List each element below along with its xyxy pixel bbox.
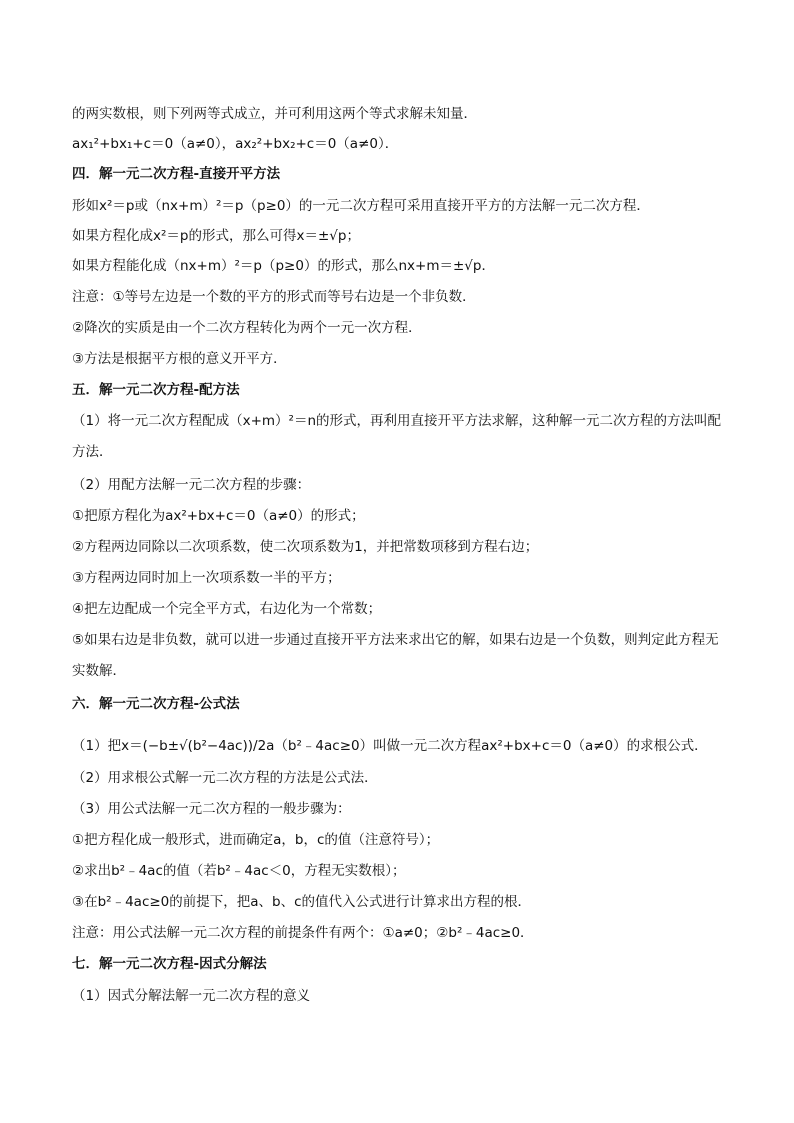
note-line: 注意：①等号左边是一个数的平方的形式而等号右边是一个非负数． — [72, 289, 476, 305]
text-line: （3）用公式法解一元二次方程的一般步骤为： — [72, 801, 351, 817]
note-line: ③方法是根据平方根的意义开平方． — [72, 351, 287, 367]
step-paragraph: ⑤如果右边是非负数，就可以进一步通过直接开平方法来求出它的解，如果右边是一个负数，则判定此方程无实数解． — [72, 632, 719, 679]
section-heading-4: 四．解一元二次方程-直接开平方法 — [72, 166, 281, 182]
step-line: ④把左边配成一个完全平方式，右边化为一个常数； — [72, 601, 382, 617]
text-line: 形如x²＝p或（nx+m）²＝p（p≥0）的一元二次方程可采用直接开平方的方法解一元二次方程． — [72, 198, 650, 214]
text-line: （2）用配方法解一元二次方程的步骤： — [72, 477, 311, 493]
text-line: 如果方程能化成（nx+m）²＝p（p≥0）的形式，那么nx+m＝±√p． — [72, 258, 495, 274]
section-heading-5: 五．解一元二次方程-配方法 — [72, 382, 240, 398]
note-line: 注意：用公式法解一元二次方程的前提条件有两个：①a≠0；②b²﹣4ac≥0． — [72, 925, 534, 941]
formula-line: ax₁²+bx₁+c＝0（a≠0），ax₂²+bx₂+c＝0（a≠0）． — [72, 136, 399, 152]
section-heading-7: 七．解一元二次方程-因式分解法 — [72, 956, 267, 972]
text-line: 的两实数根，则下列两等式成立，并可利用这两个等式求解未知量． — [72, 106, 477, 122]
formula-line: （1）把x＝(−b±√(b²−4ac))/2a（b²﹣4ac≥0）叫做一元二次方程ax²+bx+c＝0（a≠0）的求根公式． — [72, 738, 708, 754]
paragraph: （1）将一元二次方程配成（x+m）²＝n的形式，再利用直接开平方法求解，这种解一元二次方程的方法叫配方法． — [72, 413, 722, 460]
section-heading-6: 六．解一元二次方程-公式法 — [72, 696, 240, 712]
step-line: ③在b²﹣4ac≥0的前提下，把a、b、c的值代入公式进行计算求出方程的根． — [72, 894, 532, 910]
step-line: ③方程两边同时加上一次项系数一半的平方； — [72, 570, 341, 586]
text-line: （2）用求根公式解一元二次方程的方法是公式法． — [72, 770, 378, 786]
step-line: ②方程两边同除以二次项系数，使二次项系数为1，并把常数项移到方程右边； — [72, 539, 539, 555]
step-line: ②求出b²﹣4ac的值（若b²﹣4ac＜0，方程无实数根）； — [72, 863, 406, 879]
note-line: ②降次的实质是由一个二次方程转化为两个一元一次方程． — [72, 320, 422, 336]
text-line: 如果方程化成x²＝p的形式，那么可得x＝±√p； — [72, 228, 360, 244]
step-line: ①把方程化成一般形式，进而确定a，b，c的值（注意符号）； — [72, 832, 440, 848]
text-line: （1）因式分解法解一元二次方程的意义 — [72, 988, 311, 1004]
step-line: ①把原方程化为ax²+bx+c＝0（a≠0）的形式； — [72, 508, 365, 524]
